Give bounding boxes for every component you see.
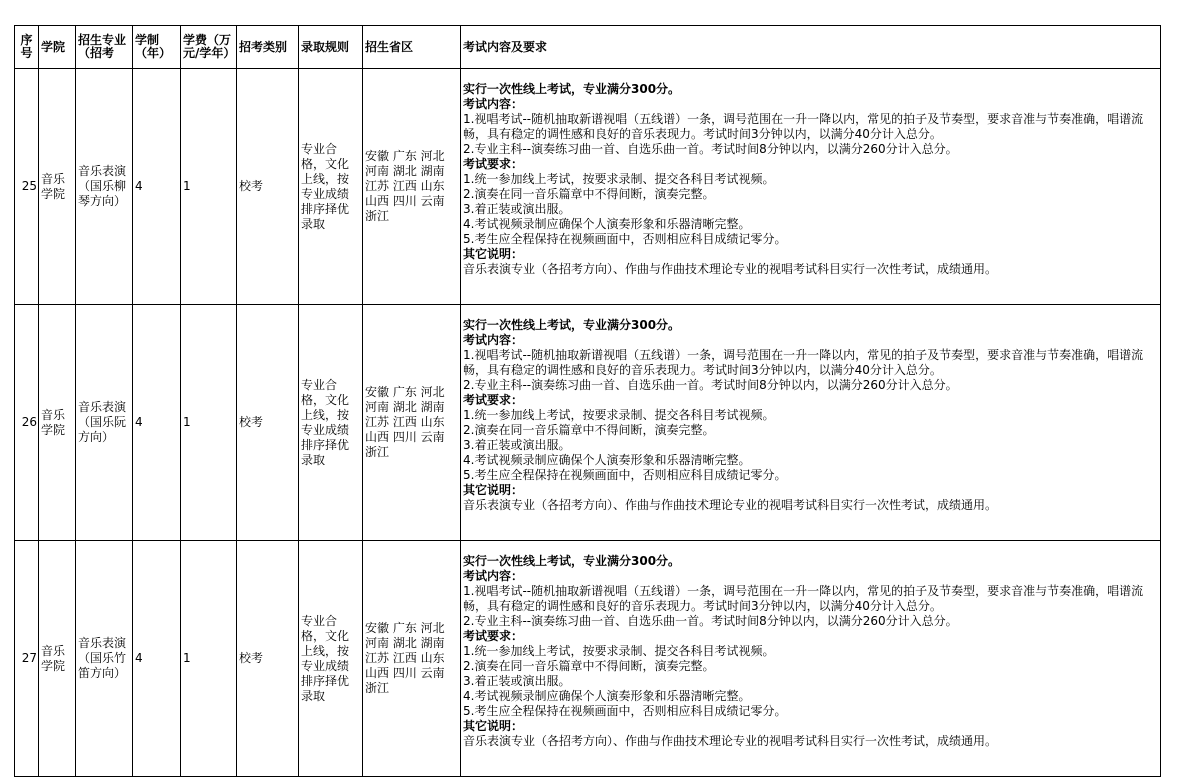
cell-admission-rule: 专业合格，文化上线，按专业成绩排序择优录取 — [299, 305, 363, 541]
header-fee: 学费（万元/学年） — [181, 26, 237, 69]
cell-exam-type: 校考 — [237, 541, 299, 777]
cell-exam-type: 校考 — [237, 305, 299, 541]
content-line: 2.专业主科--演奏练习曲一首、自选乐曲一首。考试时间8分钟以内，以满分260分计入总分。 — [463, 614, 958, 628]
cell-major: 音乐表演（国乐柳琴方向） — [76, 69, 133, 305]
content-line: 1.视唱考试--随机抽取新谱视唱（五线谱）一条，调号范围在一升一降以内，常见的拍子及节奏型，要求音准与节奏准确，唱谱流畅，具有稳定的调性感和良好的音乐表现力。考试时间3分钟以内，以满分40分计入总分。 — [463, 112, 1144, 141]
content-line: 音乐表演专业（各招考方向）、作曲与作曲技术理论专业的视唱考试科目实行一次性考试，成绩通用。 — [463, 734, 998, 748]
content-summary: 实行一次性线上考试，专业满分300分。 — [463, 318, 681, 332]
content-line: 2.演奏在同一音乐篇章中不得间断，演奏完整。 — [463, 187, 715, 201]
content-heading-notes: 其它说明： — [463, 247, 524, 261]
content-line: 3.着正装或演出服。 — [463, 438, 571, 452]
content-heading-exam: 考试内容： — [463, 569, 524, 583]
cell-years: 4 — [133, 305, 181, 541]
cell-seq: 26 — [15, 305, 39, 541]
cell-seq: 25 — [15, 69, 39, 305]
cell-college: 音乐学院 — [39, 541, 76, 777]
header-years: 学制（年） — [133, 26, 181, 69]
content-heading-requirements: 考试要求： — [463, 629, 524, 643]
cell-college: 音乐学院 — [39, 305, 76, 541]
cell-years: 4 — [133, 541, 181, 777]
content-line: 4.考试视频录制应确保个人演奏形象和乐器清晰完整。 — [463, 689, 751, 703]
content-line: 4.考试视频录制应确保个人演奏形象和乐器清晰完整。 — [463, 453, 751, 467]
cell-provinces: 安徽 广东 河北 河南 湖北 湖南 江苏 江西 山东 山西 四川 云南 浙江 — [363, 305, 461, 541]
content-heading-requirements: 考试要求： — [463, 157, 524, 171]
header-provinces: 招生省区 — [363, 26, 461, 69]
cell-exam-content — [461, 305, 1161, 541]
cell-years: 4 — [133, 69, 181, 305]
cell-seq: 27 — [15, 541, 39, 777]
cell-college: 音乐学院 — [39, 69, 76, 305]
table-header-row — [15, 26, 1161, 69]
content-line: 5.考生应全程保持在视频画面中，否则相应科目成绩记零分。 — [463, 468, 787, 482]
content-line: 1.视唱考试--随机抽取新谱视唱（五线谱）一条，调号范围在一升一降以内，常见的拍子及节奏型，要求音准与节奏准确，唱谱流畅，具有稳定的调性感和良好的音乐表现力。考试时间3分钟以内，以满分40分计入总分。 — [463, 584, 1144, 613]
cell-exam-type: 校考 — [237, 69, 299, 305]
content-line: 5.考生应全程保持在视频画面中，否则相应科目成绩记零分。 — [463, 232, 787, 246]
header-admission-rule: 录取规则 — [299, 26, 363, 69]
content-heading-notes: 其它说明： — [463, 483, 524, 497]
content-heading-exam: 考试内容： — [463, 97, 524, 111]
table-row — [15, 69, 1161, 305]
cell-exam-content — [461, 541, 1161, 777]
table-row — [15, 541, 1161, 777]
cell-fee: 1 — [181, 541, 237, 777]
content-line: 1.视唱考试--随机抽取新谱视唱（五线谱）一条，调号范围在一升一降以内，常见的拍子及节奏型，要求音准与节奏准确，唱谱流畅，具有稳定的调性感和良好的音乐表现力。考试时间3分钟以内，以满分40分计入总分。 — [463, 348, 1144, 377]
content-line: 2.专业主科--演奏练习曲一首、自选乐曲一首。考试时间8分钟以内，以满分260分计入总分。 — [463, 378, 958, 392]
content-heading-requirements: 考试要求： — [463, 393, 524, 407]
admissions-table — [14, 25, 1161, 777]
content-line: 3.着正装或演出服。 — [463, 202, 571, 216]
cell-major: 音乐表演（国乐竹笛方向） — [76, 541, 133, 777]
cell-exam-content — [461, 69, 1161, 305]
content-heading-notes: 其它说明： — [463, 719, 524, 733]
content-line: 1.统一参加线上考试，按要求录制、提交各科目考试视频。 — [463, 408, 775, 422]
cell-provinces: 安徽 广东 河北 河南 湖北 湖南 江苏 江西 山东 山西 四川 云南 浙江 — [363, 69, 461, 305]
table-row — [15, 305, 1161, 541]
header-exam-type: 招考类别 — [237, 26, 299, 69]
content-summary: 实行一次性线上考试，专业满分300分。 — [463, 554, 681, 568]
content-heading-exam: 考试内容： — [463, 333, 524, 347]
cell-provinces: 安徽 广东 河北 河南 湖北 湖南 江苏 江西 山东 山西 四川 云南 浙江 — [363, 541, 461, 777]
content-line: 5.考生应全程保持在视频画面中，否则相应科目成绩记零分。 — [463, 704, 787, 718]
cell-fee: 1 — [181, 69, 237, 305]
content-line: 3.着正装或演出服。 — [463, 674, 571, 688]
content-line: 1.统一参加线上考试，按要求录制、提交各科目考试视频。 — [463, 172, 775, 186]
header-content: 考试内容及要求 — [461, 26, 1161, 69]
cell-major: 音乐表演（国乐阮方向） — [76, 305, 133, 541]
content-line: 2.专业主科--演奏练习曲一首、自选乐曲一首。考试时间8分钟以内，以满分260分计入总分。 — [463, 142, 958, 156]
content-line: 2.演奏在同一音乐篇章中不得间断，演奏完整。 — [463, 423, 715, 437]
cell-admission-rule: 专业合格，文化上线，按专业成绩排序择优录取 — [299, 541, 363, 777]
content-line: 音乐表演专业（各招考方向）、作曲与作曲技术理论专业的视唱考试科目实行一次性考试，成绩通用。 — [463, 262, 998, 276]
cell-fee: 1 — [181, 305, 237, 541]
header-major: 招生专业（招考 — [76, 26, 133, 69]
header-seq: 序号 — [15, 26, 39, 69]
header-college: 学院 — [39, 26, 76, 69]
content-line: 音乐表演专业（各招考方向）、作曲与作曲技术理论专业的视唱考试科目实行一次性考试，成绩通用。 — [463, 498, 998, 512]
content-summary: 实行一次性线上考试，专业满分300分。 — [463, 82, 681, 96]
content-line: 4.考试视频录制应确保个人演奏形象和乐器清晰完整。 — [463, 217, 751, 231]
cell-admission-rule: 专业合格，文化上线，按专业成绩排序择优录取 — [299, 69, 363, 305]
content-line: 1.统一参加线上考试，按要求录制、提交各科目考试视频。 — [463, 644, 775, 658]
content-line: 2.演奏在同一音乐篇章中不得间断，演奏完整。 — [463, 659, 715, 673]
